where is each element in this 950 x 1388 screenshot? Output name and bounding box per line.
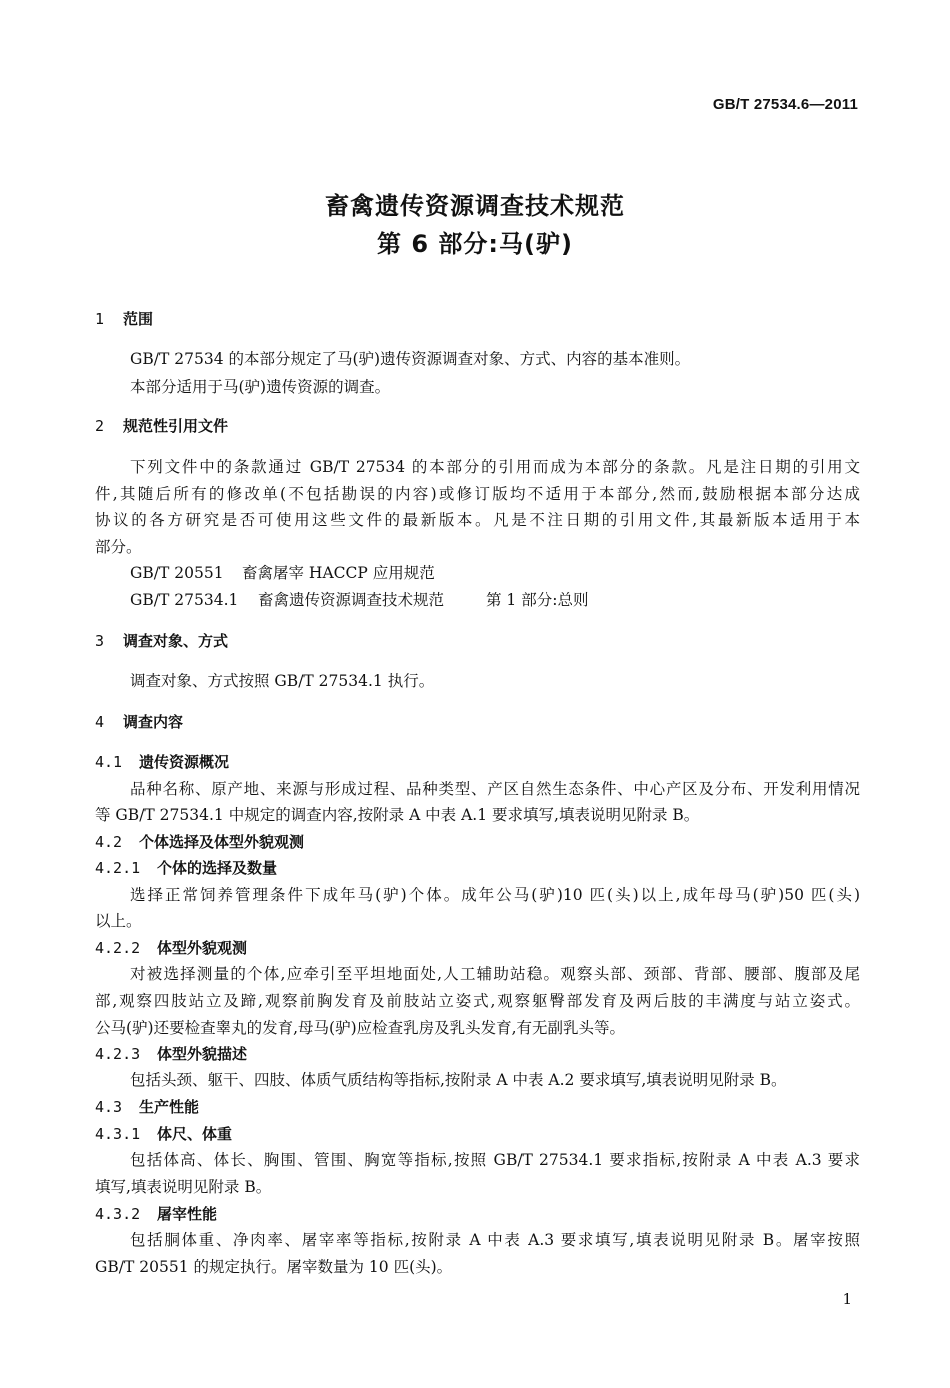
section-heading-3: [95, 631, 860, 651]
reference-code: GB/T 27534.1: [130, 591, 239, 609]
section-title: 调查对象、方式: [123, 632, 229, 650]
section-number: 4.2.3: [95, 1045, 141, 1063]
paragraph: 本部分适用于马(驴)遗传资源的调查。: [130, 378, 391, 396]
section-title: 规范性引用文件: [123, 417, 229, 435]
reference-code: GB/T 20551: [130, 564, 224, 582]
section-number: 4.3.1: [95, 1125, 141, 1143]
reference-name: 畜禽屠宰 HACCP 应用规范: [242, 564, 435, 582]
section-title: 个体的选择及数量: [157, 859, 278, 877]
subsection-heading-4-2: [95, 832, 860, 852]
paragraph-line: 选择正常饲养管理条件下成年马(驴)个体。成年公马(驴)10 匹(头)以上,成年母马(驴)50 匹(头): [130, 886, 860, 904]
section-title: 体型外貌描述: [157, 1045, 248, 1063]
subsection-heading-4-2-2: [95, 938, 860, 958]
section-number: 4.3: [95, 1098, 123, 1116]
paragraph: 调查对象、方式按照 GB/T 27534.1 执行。: [130, 672, 435, 690]
paragraph-line: 品种名称、原产地、来源与形成过程、品种类型、产区自然生态条件、中心产区及分布、开发利用情况: [130, 780, 860, 798]
section-number: 4.1: [95, 753, 123, 771]
section-number: 4.2.1: [95, 859, 141, 877]
paragraph-line: 包括胴体重、净肉率、屠宰率等指标,按附录 A 中表 A.3 要求填写,填表说明见附录 B。屠宰按照: [130, 1231, 860, 1249]
normative-reference: [130, 590, 860, 610]
section-number: 3: [95, 632, 105, 650]
subsection-heading-4-3-2: [95, 1204, 860, 1224]
section-title: 屠宰性能: [157, 1205, 218, 1223]
section-number: 1: [95, 310, 105, 328]
paragraph-line: 部,观察四肢站立及蹄,观察前胸发育及前肢站立姿式,观察躯臀部发育及两后肢的丰满度与站立姿式。: [95, 992, 860, 1010]
reference-part: 第 1 部分:总则: [486, 591, 589, 609]
page-number: 1: [842, 1290, 852, 1308]
section-title: 体尺、体重: [157, 1125, 233, 1143]
section-heading-1: [95, 309, 860, 329]
section-title: 调查内容: [123, 713, 184, 731]
paragraph-line: 部分。: [95, 538, 142, 556]
paragraph-line: 公马(驴)还要检查睾丸的发育,母马(驴)应检查乳房及乳头发育,有无副乳头等。: [95, 1019, 626, 1037]
reference-name: 畜禽遗传资源调查技术规范: [258, 591, 445, 609]
paragraph: GB/T 27534 的本部分规定了马(驴)遗传资源调查对象、方式、内容的基本准则。: [130, 350, 691, 368]
section-title: 体型外貌观测: [157, 939, 248, 957]
subsection-heading-4-3: [95, 1097, 860, 1117]
section-heading-4: [95, 712, 860, 732]
section-title: 生产性能: [139, 1098, 200, 1116]
section-number: 4: [95, 713, 105, 731]
section-number: 4.3.2: [95, 1205, 141, 1223]
document-title: 畜禽遗传资源调查技术规范: [325, 192, 625, 220]
standard-code: GB/T 27534.6—2011: [712, 96, 858, 113]
section-title: 范围: [123, 310, 154, 328]
section-title: 个体选择及体型外貌观测: [139, 833, 305, 851]
paragraph-line: 填写,填表说明见附录 B。: [95, 1178, 272, 1196]
paragraph-line: 件,其随后所有的修改单(不包括勘误的内容)或修订版均不适用于本部分,然而,鼓励根据本部分达成: [95, 485, 860, 503]
normative-reference: [130, 563, 860, 583]
subsection-heading-4-3-1: [95, 1124, 860, 1144]
document-subtitle: 第 6 部分:马(驴): [377, 230, 573, 258]
section-heading-2: [95, 416, 860, 436]
subsection-heading-4-1: [95, 752, 860, 772]
paragraph-line: GB/T 20551 的规定执行。屠宰数量为 10 匹(头)。: [95, 1258, 453, 1276]
section-number: 4.2.2: [95, 939, 141, 957]
subsection-heading-4-2-3: [95, 1044, 860, 1064]
paragraph-line: 等 GB/T 27534.1 中规定的调查内容,按附录 A 中表 A.1 要求填写,填表说明见附录 B。: [95, 806, 700, 824]
section-number: 2: [95, 417, 105, 435]
paragraph-line: 以上。: [95, 912, 142, 930]
section-title: 遗传资源概况: [139, 753, 230, 771]
paragraph-line: 包括头颈、躯干、四肢、体质气质结构等指标,按附录 A 中表 A.2 要求填写,填表说明见附录 B。: [130, 1071, 787, 1089]
paragraph-line: 对被选择测量的个体,应牵引至平坦地面处,人工辅助站稳。观察头部、颈部、背部、腰部、腹部及尾: [130, 965, 860, 983]
section-number: 4.2: [95, 833, 123, 851]
paragraph-line: 协议的各方研究是否可使用这些文件的最新版本。凡是不注日期的引用文件,其最新版本适用于本: [95, 511, 860, 529]
subsection-heading-4-2-1: [95, 858, 860, 878]
paragraph-line: 下列文件中的条款通过 GB/T 27534 的本部分的引用而成为本部分的条款。凡是注日期的引用文: [130, 458, 860, 476]
paragraph-line: 包括体高、体长、胸围、管围、胸宽等指标,按照 GB/T 27534.1 要求指标,按附录 A 中表 A.3 要求: [130, 1151, 860, 1169]
